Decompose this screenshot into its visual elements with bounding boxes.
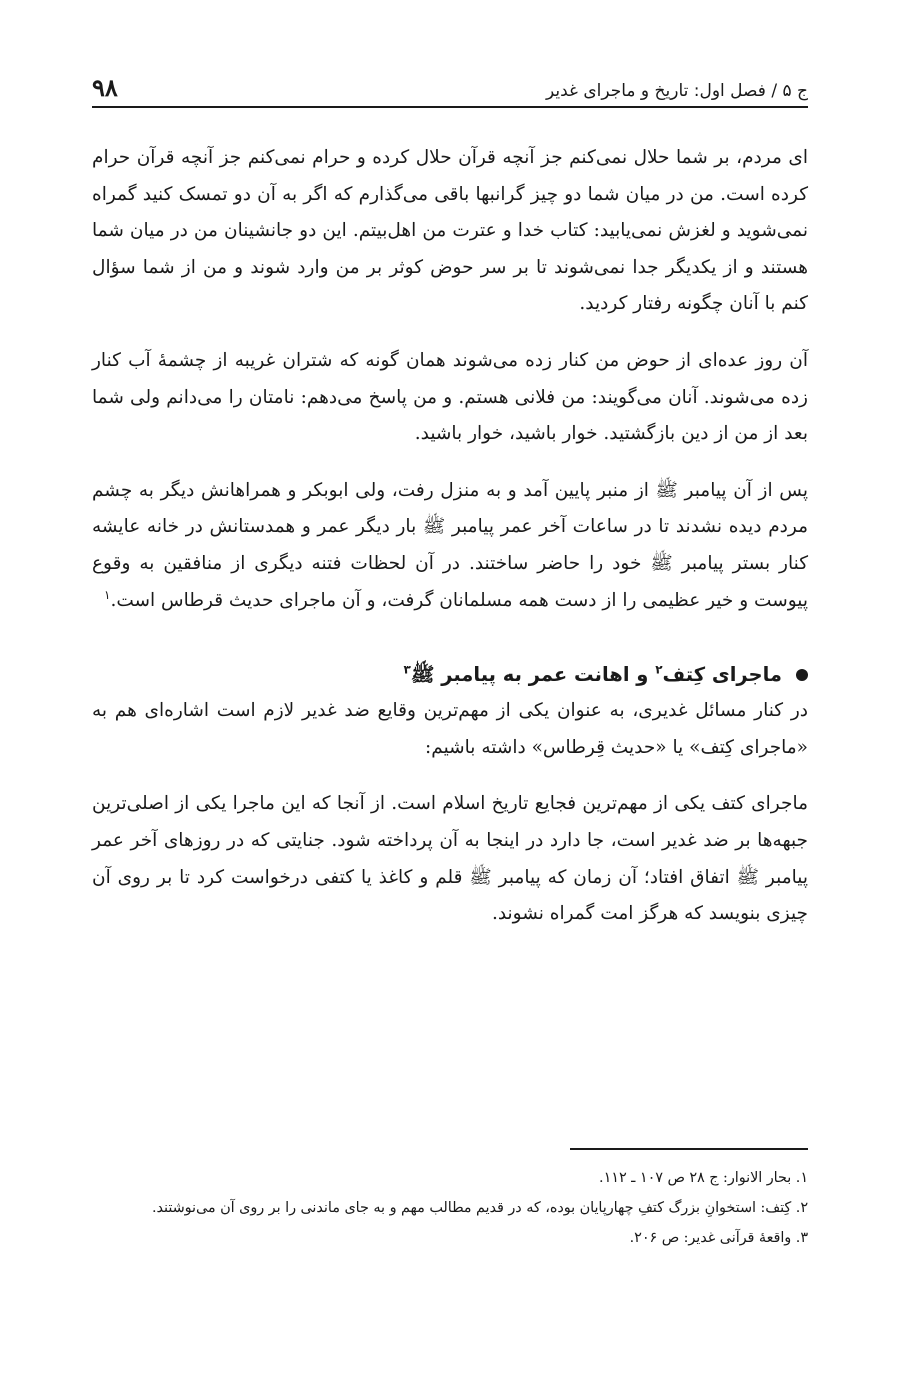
running-title: ج ۵ / فصل اول: تاریخ و ماجرای غدیر: [545, 81, 808, 101]
footnotes: [92, 1148, 808, 1254]
section-heading-text: [404, 657, 782, 693]
paragraph-3-text: پس از آن پیامبر ﷺ از منبر پایین آمد و به منزل رفت، ولی ابوبکر و همراهانش دیگر به چشم مردم دیده نشدند تا در ساعات آخر عمر پیامبر ﷺ بار دیگر عمر و همدستانش در خانه عایشه کنار بستر پیامبر ﷺ خود را حاضر ساختند. در آن لحظات فتنه دیگری از منافقین به وقوع پیوست و خیر عظیمی را از دست همه مسلمانان گرفت، و آن ماجرای حدیث قرطاس است.: [92, 479, 808, 611]
paragraph-4: در کنار مسائل غدیری، به عنوان یکی از مهم‌ترین وقایع ضد غدیر لازم است اشاره‌ای هم به «ماجرای کِتف» یا «حدیث قِرطاس» داشته باشیم:: [92, 700, 808, 758]
section-heading: [92, 657, 808, 693]
footnote-1: ۱. بحار الانوار: ج ۲۸ ص ۱۰۷ ـ ۱۱۲.: [599, 1170, 808, 1186]
book-page: [92, 62, 808, 953]
paragraph-2: آن روز عده‌ای از حوض من کنار زده می‌شوند همان گونه که شتران غریبه از چشمهٔ آب کنار زده می‌شوند. آنان می‌گویند: من فلانی هستم. و من پاسخ می‌دهم: نامتان را می‌دانم ولی شما بعد از من از دین بازگشتید. خوار باشید، خوار باشید.: [92, 349, 808, 445]
footnote-3: ۳. واقعهٔ قرآنی غدیر: ص ۲۰۶.: [629, 1230, 808, 1246]
heading-part-2: و اهانت عمر به پیامبر ﷺ: [410, 663, 656, 687]
bullet-icon: [796, 669, 808, 681]
footnote-2: ۲. کِتف: استخوانِ بزرگ کتفِ چهارپایان بوده، که در قدیم مطالب مهم و به جای ماندنی را بر روی آن می‌نوشتند.: [151, 1200, 808, 1216]
paragraph-3: [92, 473, 808, 619]
running-header: [92, 62, 808, 108]
page-number: ۹۸: [92, 73, 118, 102]
footnote-mark-3: ۳: [403, 662, 411, 677]
footnote-mark-1: ۱: [104, 587, 111, 602]
body-text: [92, 140, 808, 933]
paragraph-1: ای مردم، بر شما حلال نمی‌کنم جز آنچه قرآن حلال کرده و حرام نمی‌کنم جز آنچه قرآن حرام کرده است. من در میان شما دو چیز گرانبها باقی می‌گذارم که اگر به آن دو تمسک کنید گمراه نمی‌شوید و لغزش نمی‌یابید: کتاب خدا و عترت من اهل‌بیتم. این دو جانشینان من در میان شما هستند و از یکدیگر جدا نمی‌شوند تا بر سر حوض کوثر بر من وارد شوند و من از شما سؤال کنم با آنان چگونه رفتار کردید.: [92, 147, 808, 315]
heading-part-1: ماجرای کِتف: [662, 663, 782, 687]
footnote-list: [92, 1164, 808, 1252]
footnote-divider: [570, 1148, 808, 1150]
paragraph-5: ماجرای کتف یکی از مهم‌ترین فجایع تاریخ اسلام است. از آنجا که این ماجرا یکی از اصلی‌ترین جبهه‌ها بر ضد غدیر است، جا دارد در اینجا به آن پرداخته شود. جنایتی که در روزهای آخر عمر پیامبر ﷺ اتفاق افتاد؛ آن زمان که پیامبر ﷺ قلم و کاغذ یا کتفی درخواست کرد تا بر روی آن چیزی بنویسد که هرگز امت گمراه نشوند.: [92, 793, 808, 925]
footnote-mark-2: ۲: [655, 662, 663, 677]
